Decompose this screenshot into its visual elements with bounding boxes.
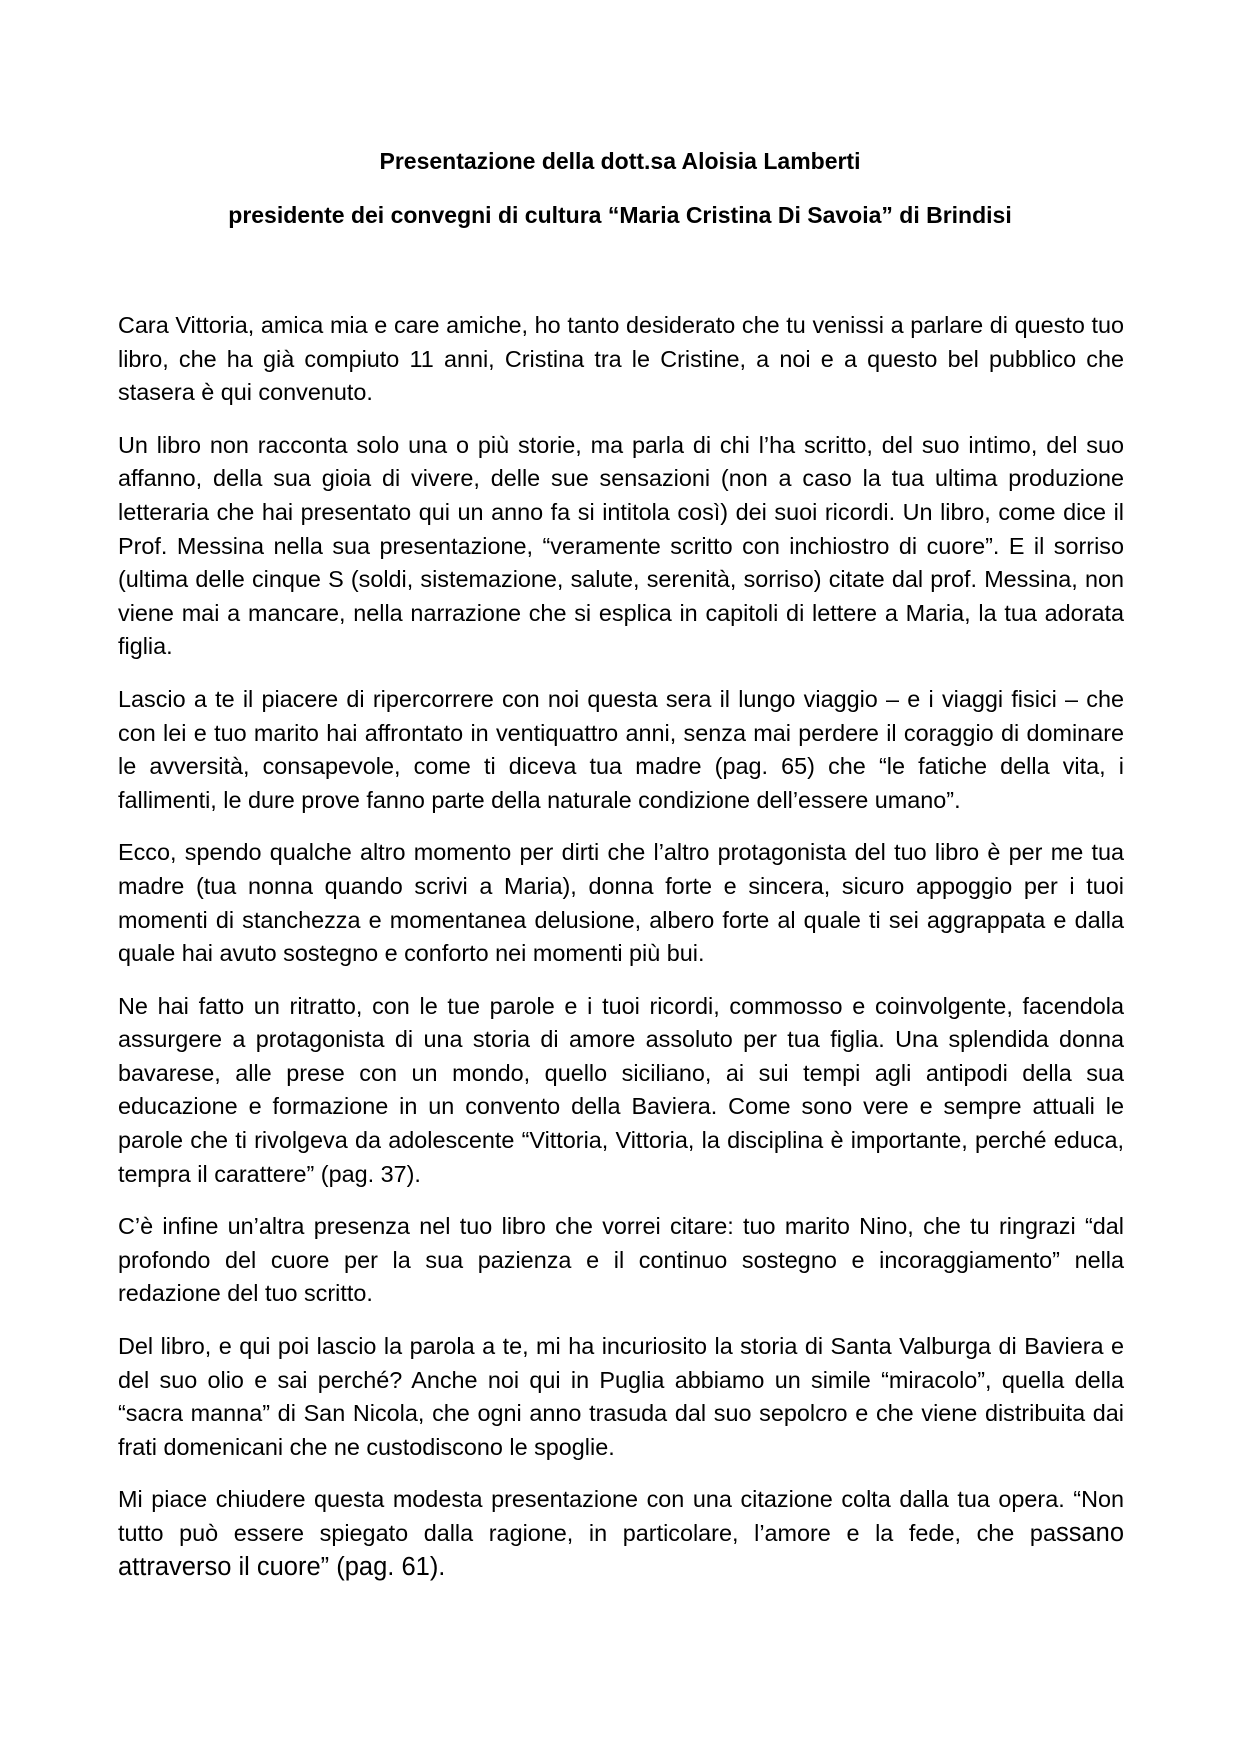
paragraph: C’è infine un’altra presenza nel tuo libro che vorrei citare: tuo marito Nino, che tu ringrazi “dal profondo del cuore per la sua pazienza e il continuo sostegno e incoraggiamento” nella redazione del tuo scritto. — [118, 1213, 1124, 1307]
paragraph: Lascio a te il piacere di ripercorrere con noi questa sera il lungo viaggio – e i viaggi fisici – che con lei e tuo marito hai affrontato in ventiquattro anni, senza mai perdere il coraggio di dominare le avversità, consapevole, come ti diceva tua madre (pag. 65) che “le fatiche della vita, i fallimenti, le dure prove fanno parte della naturale condizione dell’essere umano”. — [118, 685, 1124, 813]
document-title: Presentazione della dott.sa Aloisia Lamberti — [379, 148, 861, 174]
closing-paragraph — [118, 1483, 1124, 1584]
paragraph: Cara Vittoria, amica mia e care amiche, ho tanto desiderato che tu venissi a parlare di questo tuo libro, che ha già compiuto 11 anni, Cristina tra le Cristine, a noi e a questo bel pubblico che stasera è qui convenuto. — [118, 312, 1124, 406]
paragraph: Ne hai fatto un ritratto, con le tue parole e i tuoi ricordi, commosso e coinvolgente, facendola assurgere a protagonista di una storia di amore assoluto per tua figlia. Una splendida donna bavarese, alle prese con un mondo, quello siciliano, ai sui tempi agli antipodi della sua educazione e formazione in un convento della Baviera. Come sono vere e sempre attuali le parole che ti rivolgeva da adolescente “Vittoria, Vittoria, la disciplina è importante, perché educa, tempra il carattere” (pag. 37). — [118, 992, 1124, 1187]
paragraph: Ecco, spendo qualche altro momento per dirti che l’altro protagonista del tuo libro è per me tua madre (tua nonna quando scrivi a Maria), donna forte e sincera, sicuro appoggio per i tuoi momenti di stanchezza e momentanea delusione, albero forte al quale ti sei aggrappata e dalla quale hai avuto sostegno e conforto nei momenti più bui. — [118, 839, 1124, 967]
paragraph: Del libro, e qui poi lascio la parola a te, mi ha incuriosito la storia di Santa Valburga di Baviera e del suo olio e sai perché? Anche noi qui in Puglia abbiamo un simile “miracolo”, quella della “sacra manna” di San Nicola, che ogni anno trasuda dal suo sepolcro e che viene distribuita dai frati domenicani che ne custodiscono le spoglie. — [118, 1333, 1124, 1460]
closing-quote-tail: ssano attraverso il cuore” (pag. 61). — [118, 1519, 1124, 1581]
document-subtitle: presidente dei convegni di cultura “Maria Cristina Di Savoia” di Brindisi — [228, 202, 1012, 228]
closing-text: Mi piace chiudere questa modesta presentazione con una citazione colta dalla tua opera. “Non tutto può essere spiegato dalla ragione, in particolare, l’amore e la fede, che pa — [118, 1486, 1124, 1546]
paragraph: Un libro non racconta solo una o più storie, ma parla di chi l’ha scritto, del suo intimo, del suo affanno, della sua gioia di vivere, delle sue sensazioni (non a caso la tua ultima produzione letteraria che hai presentato qui un anno fa si intitola così) dei suoi ricordi. Un libro, come dice il Prof. Messina nella sua presentazione, “veramente scritto con inchiostro di cuore”. E il sorriso (ultima delle cinque S (soldi, sistemazione, salute, serenità, sorriso) citate dal prof. Messina, non viene mai a mancare, nella narrazione che si esplica in capitoli di lettere a Maria, la tua adorata figlia. — [118, 431, 1124, 660]
document-body — [118, 309, 1124, 1603]
